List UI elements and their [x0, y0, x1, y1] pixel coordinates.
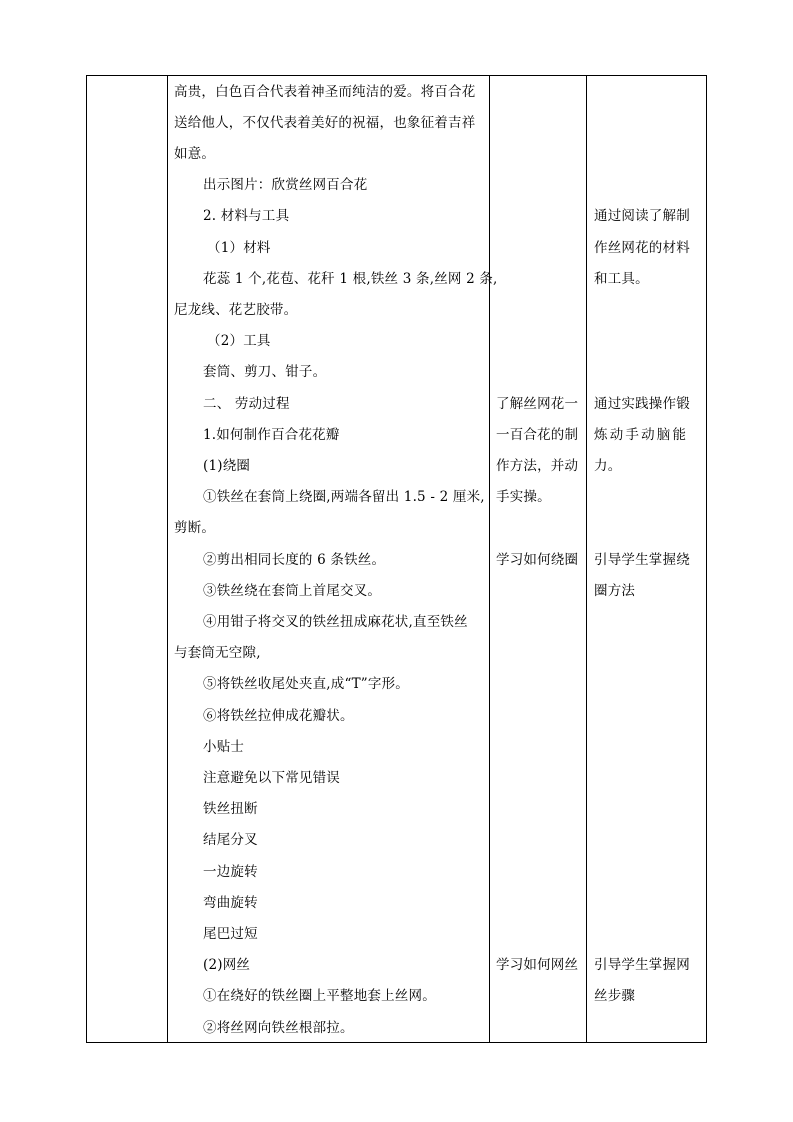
purpose-line: 圈方法	[594, 583, 636, 599]
activity-line: 作方法，并动	[496, 458, 579, 474]
purpose-line: 和工具。	[594, 271, 649, 287]
activity-line: 一百合花的制	[496, 427, 579, 443]
activity-column-cell	[490, 76, 587, 1043]
step-line: ⑥将铁丝拉伸成花瓣状。	[203, 708, 354, 724]
step-line: ②将丝网向铁丝根部拉。	[203, 1020, 354, 1036]
content-column-cell	[168, 76, 498, 1043]
tip-line: 弯曲旋转	[203, 895, 258, 911]
subsection-heading: (1)绕圈	[203, 458, 251, 474]
tip-line: 尾巴过短	[203, 926, 258, 942]
step-line: 剪断。	[174, 520, 216, 536]
subsection-heading: （1）材料	[207, 240, 271, 256]
subsection-heading: （2）工具	[207, 333, 271, 349]
tip-line: 铁丝扭断	[203, 801, 258, 817]
purpose-line: 通过阅读了解制	[594, 208, 690, 224]
step-line: ①铁丝在套筒上绕圈,两端各留出 1.5 - 2 厘米,	[203, 489, 485, 505]
purpose-line: 炼动手动脑能	[594, 427, 689, 443]
tip-line: 一边旋转	[203, 864, 258, 880]
stage-column-cell	[87, 76, 168, 1043]
step-line: ③铁丝绕在套筒上首尾交叉。	[203, 583, 382, 599]
step-line: ④用钳子将交叉的铁丝扭成麻花状,直至铁丝	[203, 614, 468, 630]
content-line: 高贵，白色百合代表着神圣而纯洁的爱。将百合花	[174, 84, 476, 100]
purpose-line: 力。	[594, 458, 622, 474]
step-line: ①在绕好的铁丝圈上平整地套上丝网。	[203, 988, 436, 1004]
subsection-heading: (2)网丝	[203, 957, 251, 973]
activity-line: 手实操。	[496, 489, 551, 505]
activity-line: 了解丝网花一	[496, 396, 579, 412]
content-line: 送给他人，不仅代表着美好的祝福，也象征着吉祥	[174, 115, 476, 131]
section-heading: 二、 劳动过程	[203, 396, 290, 412]
content-line: 套筒、剪刀、钳子。	[203, 364, 327, 380]
purpose-column-cell	[587, 76, 707, 1043]
content-line: 尼龙线、花艺胶带。	[174, 302, 298, 318]
purpose-line: 丝步骤	[594, 988, 636, 1004]
purpose-line: 引导学生掌握绕	[594, 552, 690, 568]
activity-line: 学习如何网丝	[496, 957, 579, 973]
tip-line: 结尾分叉	[203, 832, 258, 848]
step-line: ②剪出相同长度的 6 条铁丝。	[203, 552, 386, 568]
subsection-heading: 1.如何制作百合花花瓣	[203, 427, 340, 443]
content-line: 花蕊 1 个,花苞、花秆 1 根,铁丝 3 条,丝网 2 条,	[203, 271, 498, 287]
step-line: ⑤将铁丝收尾处夹直,成“T”字形。	[203, 676, 409, 692]
content-line: 如意。	[174, 146, 216, 162]
activity-line: 学习如何绕圈	[496, 552, 579, 568]
lesson-plan-table	[86, 75, 707, 1043]
step-line: 与套筒无空隙,	[174, 645, 261, 661]
section-heading: 2. 材料与工具	[203, 208, 290, 224]
content-line: 出示图片：欣赏丝网百合花	[203, 177, 368, 193]
purpose-line: 作丝网花的材料	[594, 240, 690, 256]
table-row	[87, 76, 707, 1043]
tip-line: 注意避免以下常见错误	[203, 770, 340, 786]
tip-heading: 小贴士	[203, 739, 245, 755]
purpose-line: 通过实践操作锻	[594, 396, 690, 412]
purpose-line: 引导学生掌握网	[594, 957, 690, 973]
